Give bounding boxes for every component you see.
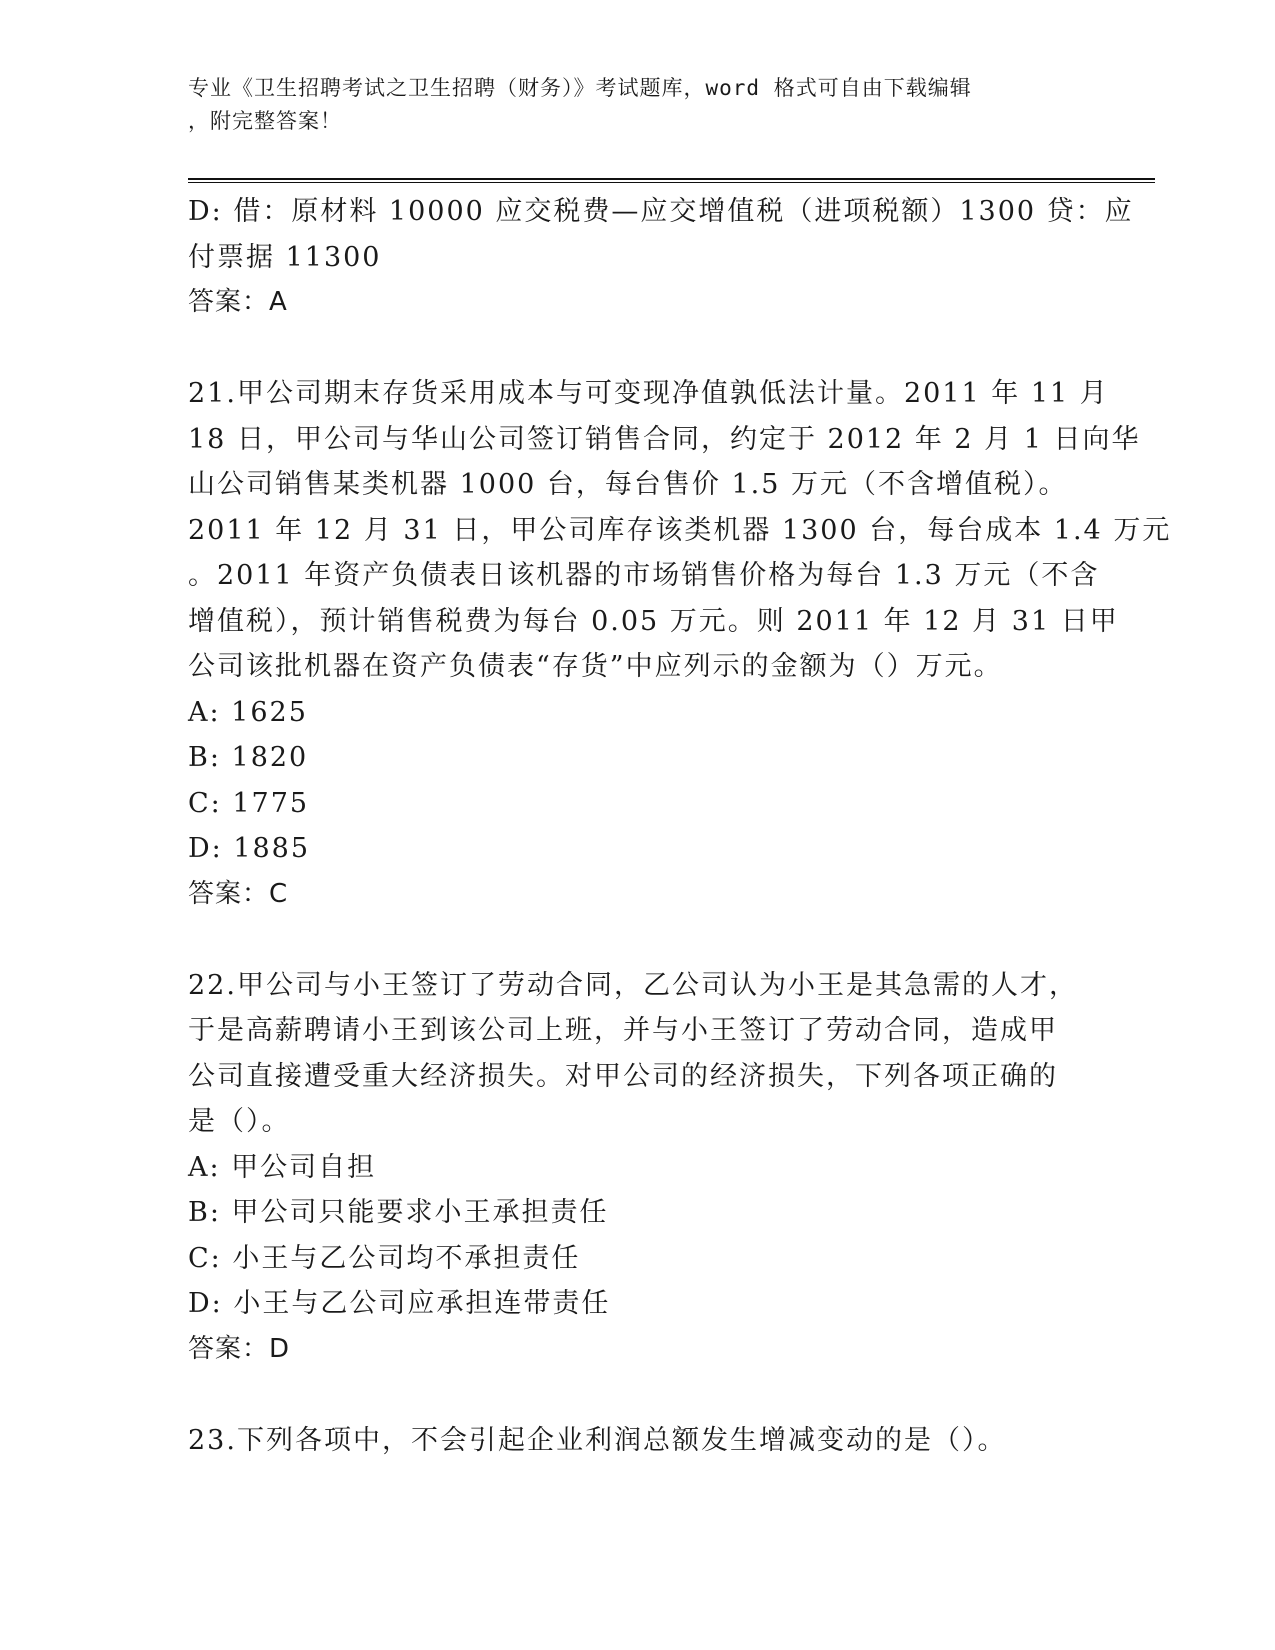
option-d-continued: 付票据 11300 bbox=[188, 241, 382, 273]
question-20-tail bbox=[188, 189, 1134, 326]
option-a: A: 1625 bbox=[188, 696, 308, 728]
document-body bbox=[188, 189, 1172, 1463]
spacer bbox=[188, 917, 1088, 963]
header-line: ，附完整答案！ bbox=[188, 109, 342, 133]
question-stem-line: 21.甲公司期末存货采用成本与可变现净值孰低法计量。2011 年 11 月 bbox=[188, 378, 1109, 409]
question-21 bbox=[188, 371, 1172, 917]
question-stem-line: 。2011 年资产负债表日该机器的市场销售价格为每台 1.3 万元（不含 bbox=[188, 560, 1100, 591]
header-divider bbox=[188, 178, 1155, 183]
header-line: 专业《卫生招聘考试之卫生招聘（财务）》考试题库，word 格式可自由下载编辑 bbox=[188, 76, 972, 100]
question-stem-line: 2011 年 12 月 31 日，甲公司库存该类机器 1300 台，每台成本 1.4 万元 bbox=[188, 514, 1172, 546]
question-23 bbox=[188, 1418, 1088, 1464]
question-stem-line: 公司该批机器在资产负债表“存货”中应列示的金额为（）万元。 bbox=[188, 651, 1003, 682]
option-c: C: 小王与乙公司均不承担责任 bbox=[188, 1242, 581, 1274]
option-a: A: 甲公司自担 bbox=[188, 1151, 377, 1183]
question-stem-line: 是（）。 bbox=[188, 1106, 291, 1137]
question-stem-line: 公司直接遭受重大经济损失。对甲公司的经济损失，下列各项正确的 bbox=[188, 1060, 1058, 1092]
option-c: C: 1775 bbox=[188, 787, 310, 819]
spacer bbox=[188, 326, 1088, 372]
page-header bbox=[188, 72, 1088, 138]
answer-label: 答案：A bbox=[188, 287, 288, 317]
option-b: B: 甲公司只能要求小王承担责任 bbox=[188, 1197, 609, 1228]
option-d: D: 小王与乙公司应承担连带责任 bbox=[188, 1288, 611, 1319]
option-b: B: 1820 bbox=[188, 742, 309, 773]
question-22 bbox=[188, 963, 1088, 1373]
answer-label: 答案：D bbox=[188, 1333, 291, 1364]
question-stem-line: 增值税），预计销售税费为每台 0.05 万元。则 2011 年 12 月 31 日甲 bbox=[188, 605, 1119, 637]
spacer bbox=[188, 1372, 1088, 1418]
question-stem-line: 于是高薪聘请小王到该公司上班，并与小王签订了劳动合同，造成甲 bbox=[188, 1015, 1058, 1046]
question-stem-line: 23.下列各项中，不会引起企业利润总额发生增减变动的是（）。 bbox=[188, 1424, 1007, 1456]
option-d: D: 1885 bbox=[188, 833, 311, 864]
answer-label: 答案：C bbox=[188, 878, 289, 909]
question-stem-line: 18 日，甲公司与华山公司签订销售合同，约定于 2012 年 2 月 1 日向华 bbox=[188, 423, 1141, 455]
question-stem-line: 山公司销售某类机器 1000 台，每台售价 1.5 万元（不含增值税）。 bbox=[188, 469, 1068, 500]
question-stem-line: 22.甲公司与小王签订了劳动合同，乙公司认为小王是其急需的人才， bbox=[188, 969, 1078, 1001]
option-d: D: 借：原材料 10000 应交税费—应交增值税（进项税额）1300 贷：应 bbox=[188, 196, 1134, 227]
